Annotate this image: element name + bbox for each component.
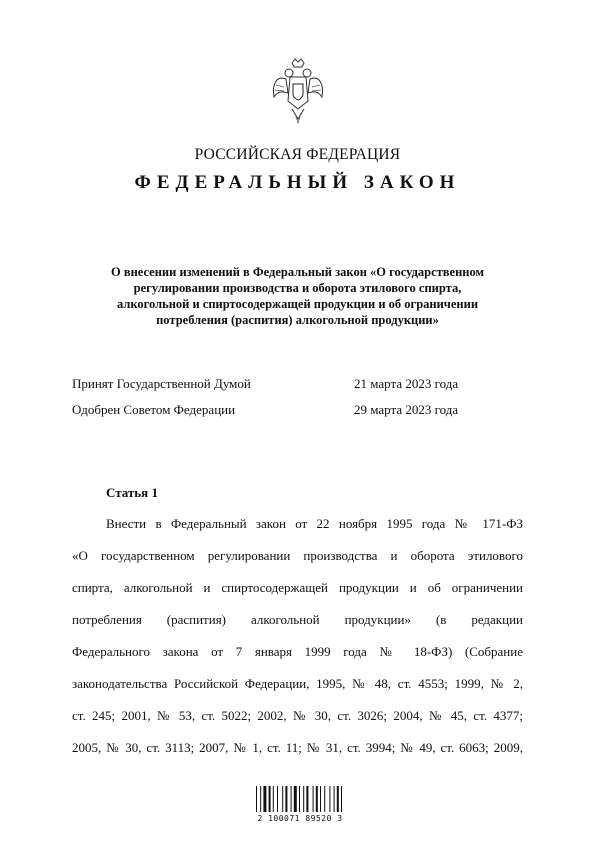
subject-line: регулировании производства и оборота этилового спирта, [133, 281, 462, 295]
article-line: законодательства Российской Федерации, 1995, № 48, ст. 4553; 1999, № 2, [72, 676, 523, 691]
law-subject [72, 264, 523, 328]
article-line: Внести в Федеральный закон от 22 ноября 1995 года № 171-ФЗ [106, 516, 523, 531]
country-name: РОССИЙСКАЯ ФЕДЕРАЦИЯ [194, 146, 401, 163]
subject-line: потребления (распития) алкогольной продукции» [156, 313, 439, 327]
article-heading: Статья 1 [106, 485, 158, 500]
duma-adoption-label: Принят Государственной Думой [72, 376, 251, 391]
article-line: потребления (распития) алкогольной продукции» (в редакции [72, 612, 523, 627]
article-line: Федерального закона от 7 января 1999 года № 18-ФЗ) (Собрание [72, 644, 523, 659]
subject-line: алкогольной и спиртосодержащей продукции и об ограничении [116, 297, 479, 311]
barcode-number: 2 100071 89520 3 [257, 814, 343, 823]
article-body [72, 508, 523, 764]
duma-adoption-date: 21 марта 2023 года [354, 376, 459, 391]
document-type-title: ФЕДЕРАЛЬНЫЙ ЗАКОН [134, 172, 461, 193]
subject-line: О внесении изменений в Федеральный закон «О государственном [110, 265, 485, 279]
council-approval-date: 29 марта 2023 года [354, 402, 459, 417]
coat-of-arms-icon [262, 57, 334, 129]
article-line: 2005, № 30, ст. 3113; 2007, № 1, ст. 11; № 31, ст. 3994; № 49, ст. 6063; 2009, [72, 740, 523, 755]
article-line: ст. 245; 2001, № 53, ст. 5022; 2002, № 30, ст. 3026; 2004, № 45, ст. 4377; [72, 708, 523, 723]
council-approval-label: Одобрен Советом Федерации [72, 402, 236, 417]
article-line: «О государственном регулировании производства и оборота этилового [72, 548, 523, 563]
article-line: спирта, алкогольной и спиртосодержащей продукции и об ограничении [72, 580, 523, 595]
